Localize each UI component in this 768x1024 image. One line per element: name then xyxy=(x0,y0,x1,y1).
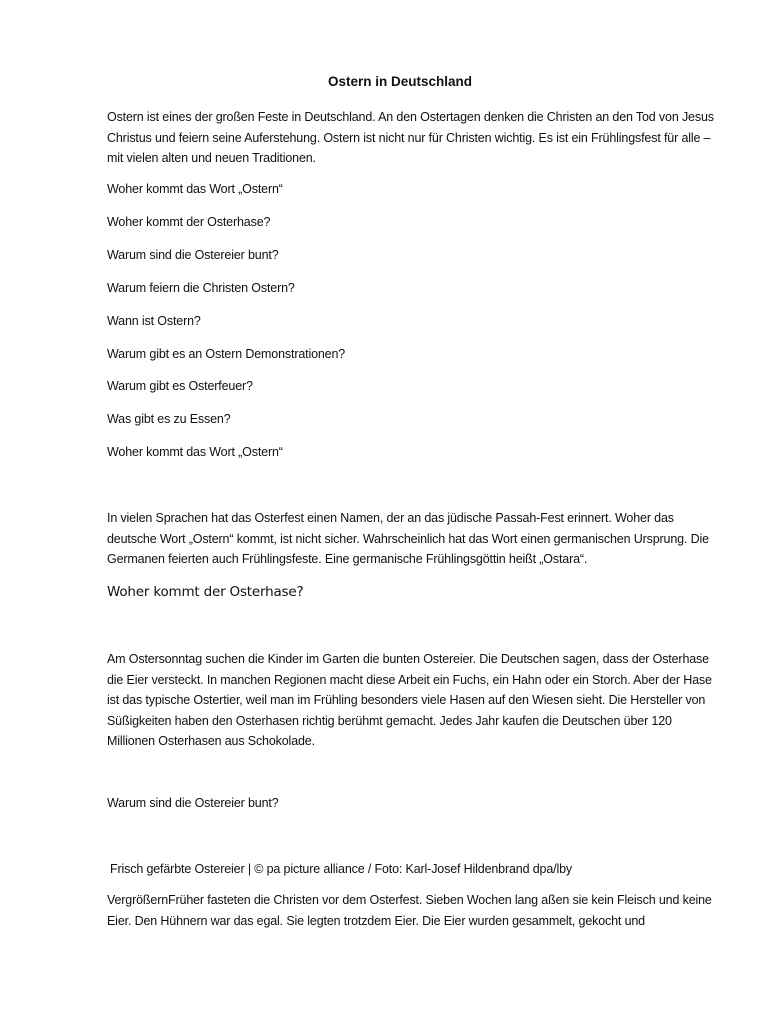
question-item: Warum gibt es Osterfeuer? xyxy=(107,379,253,393)
question-item: Warum feiern die Christen Ostern? xyxy=(107,281,295,295)
section-paragraph: Am Ostersonntag suchen die Kinder im Garten die bunten Ostereier. Die Deutschen sagen, dass der Osterhase die Eier versteckt. In manchen Regionen macht diese Arbeit ein Fuchs, ein Hahn oder ein Storch. Aber der Hase ist das typische Ostertier, weil man im Frühling besonders viele Hasen auf den Wiesen sieht. Die Hersteller von Süßigkeiten haben den Osterhasen richtig berühmt gemacht. Jedes Jahr kaufen die Deutschen über 120 Millionen Osterhasen aus Schokolade. xyxy=(107,652,712,748)
question-item: Woher kommt der Osterhase? xyxy=(107,215,271,229)
image-caption: Frisch gefärbte Ostereier | © pa picture alliance / Foto: Karl-Josef Hildenbrand dpa/lby xyxy=(110,862,572,876)
section-heading: Woher kommt das Wort „Ostern“ xyxy=(107,445,283,459)
section-paragraph: In vielen Sprachen hat das Osterfest einen Namen, der an das jüdische Passah-Fest erinnert. Woher das deutsche Wort „Ostern“ kommt, ist nicht sicher. Wahrscheinlich hat das Wort einen germanischen Ursprung. Die Germanen feierten auch Frühlingsfeste. Eine germanische Frühlingsgöttin heißt „Ostara“. xyxy=(107,511,709,566)
question-item: Woher kommt das Wort „Ostern“ xyxy=(107,182,283,196)
document-title: Ostern in Deutschland xyxy=(327,74,473,89)
section-heading: Warum sind die Ostereier bunt? xyxy=(107,796,279,810)
question-item: Wann ist Ostern? xyxy=(107,314,201,328)
question-item: Was gibt es zu Essen? xyxy=(107,412,231,426)
section-heading: Woher kommt der Osterhase? xyxy=(107,584,304,600)
section-paragraph: VergrößernFrüher fasteten die Christen vor dem Osterfest. Sieben Wochen lang aßen sie kein Fleisch und keine Eier. Den Hühnern war das egal. Sie legten trotzdem Eier. Die Eier wurden gesammelt, gekocht und xyxy=(107,893,712,928)
question-item: Warum gibt es an Ostern Demonstrationen? xyxy=(107,347,346,361)
intro-paragraph: Ostern ist eines der großen Feste in Deutschland. An den Ostertagen denken die Christen an den Tod von Jesus Christus und feiern seine Auferstehung. Ostern ist nicht nur für Christen wichtig. Es ist ein Frühlingsfest für alle – mit vielen alten und neuen Traditionen. xyxy=(107,110,714,165)
question-item: Warum sind die Ostereier bunt? xyxy=(107,248,279,262)
